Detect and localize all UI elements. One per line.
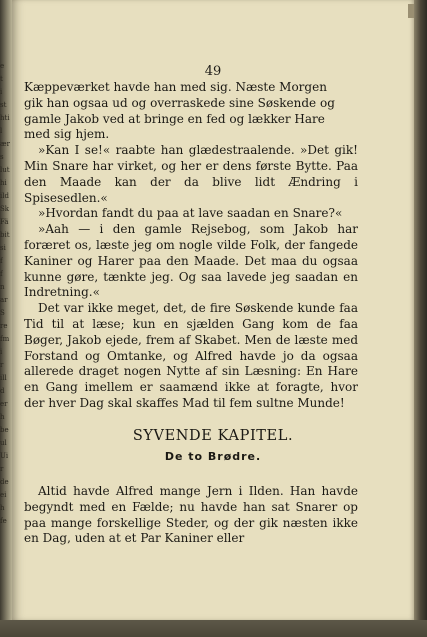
margin-fragment: fe xyxy=(0,517,7,525)
page-sheet xyxy=(12,0,414,620)
margin-fragment: h xyxy=(0,413,5,421)
margin-fragment: st xyxy=(0,101,7,109)
margin-fragment: s xyxy=(0,153,4,161)
margin-fragment: Ui xyxy=(0,452,9,460)
margin-fragment: ul xyxy=(0,439,7,447)
margin-fragment: f xyxy=(0,270,3,278)
paragraph: »Hvordan fandt du paa at lave saadan en Snare?« xyxy=(38,206,343,221)
margin-fragment: ei xyxy=(0,491,7,499)
body-text-top xyxy=(24,80,358,412)
margin-fragment: er xyxy=(0,400,8,408)
margin-fragment: be xyxy=(0,426,9,434)
paragraph: »Aah — i den gamle Rejsebog, som Jakob har foræret os, læste jeg om nogle vilde Folk, der fangede Kaniner og Harer paa den Maade. Det maa du ogsaa kunne gøre, tænkte jeg. Og saa lavede jeg saadan en Indretning.« xyxy=(24,222,358,300)
left-page-edge-fragments xyxy=(0,60,12,580)
margin-fragment: r xyxy=(0,465,4,473)
margin-fragment: ild xyxy=(0,192,9,200)
chapter-heading: SYVENDE KAPITEL. xyxy=(132,428,294,444)
paragraph-line: Kæppeværket havde han med sig. Næste Morgen xyxy=(24,80,327,94)
margin-fragment: re xyxy=(0,322,8,330)
paragraph-line: gamle Jakob ved at bringe en fed og lækker Hare xyxy=(24,111,325,126)
page-number: 49 xyxy=(204,64,222,79)
margin-fragment: n xyxy=(0,283,5,291)
margin-fragment: r xyxy=(0,361,4,369)
margin-fragment: f xyxy=(0,257,3,265)
margin-fragment: S xyxy=(0,309,5,317)
margin-fragment: ær xyxy=(0,140,10,148)
margin-fragment: hti xyxy=(0,114,10,122)
margin-fragment: Sk xyxy=(0,205,10,213)
margin-fragment: i xyxy=(0,348,3,356)
margin-fragment: e xyxy=(0,62,5,70)
margin-fragment: d xyxy=(0,387,5,395)
margin-fragment: fm xyxy=(0,335,10,343)
margin-fragment: ar xyxy=(0,296,8,304)
margin-fragment: l xyxy=(0,127,3,135)
margin-fragment: lut xyxy=(0,166,10,174)
paragraph: Altid havde Alfred mange Jern i Ilden. Han havde begyndt med en Fælde; nu havde han sat Snarer op paa mange forskellige Steder, og der gik næsten ikke en Dag, uden at et Par Kaniner eller xyxy=(24,484,358,546)
paragraph: »Kan I se!« raabte han glædestraalende. »Det gik! Min Snare har virket, og her er dens første Bytte. Paa den Maade kan der da blive lidt Ændring i Spisesedlen.« xyxy=(24,143,358,205)
margin-fragment: h xyxy=(0,504,5,512)
book-bottom-edge xyxy=(0,620,427,637)
margin-fragment: i xyxy=(0,88,3,96)
book-right-edge xyxy=(414,0,427,637)
margin-fragment: t xyxy=(0,75,3,83)
margin-fragment: si xyxy=(0,244,6,252)
paragraph: Det var ikke meget, det, de fire Søskende kunde faa Tid til at læse; kun en sjælden Gang kom de faa Bøger, Jakob ejede, frem af Skabet. Men de læste med Forstand og Omtanke, og Alfred havde jo da ogsaa allerede draget nogen Nytte af sin Læsning: En Hare en Gang imellem er saamænd ikke at foragte, hvor der hver Dag skal skaffes Mad til fem sultne Munde! xyxy=(24,301,358,410)
margin-fragment: de xyxy=(0,478,9,486)
paragraph-line: gik han ogsaa ud og overraskede sine Søskende og xyxy=(24,95,335,110)
paragraph-line: med sig hjem. xyxy=(24,127,110,142)
body-text-bottom xyxy=(24,484,358,547)
chapter-subtitle: De to Brødre. xyxy=(164,450,262,463)
margin-fragment: ill xyxy=(0,374,7,382)
margin-fragment: bit xyxy=(0,231,10,239)
margin-fragment: Fä xyxy=(0,218,9,226)
margin-fragment: hi xyxy=(0,179,7,187)
